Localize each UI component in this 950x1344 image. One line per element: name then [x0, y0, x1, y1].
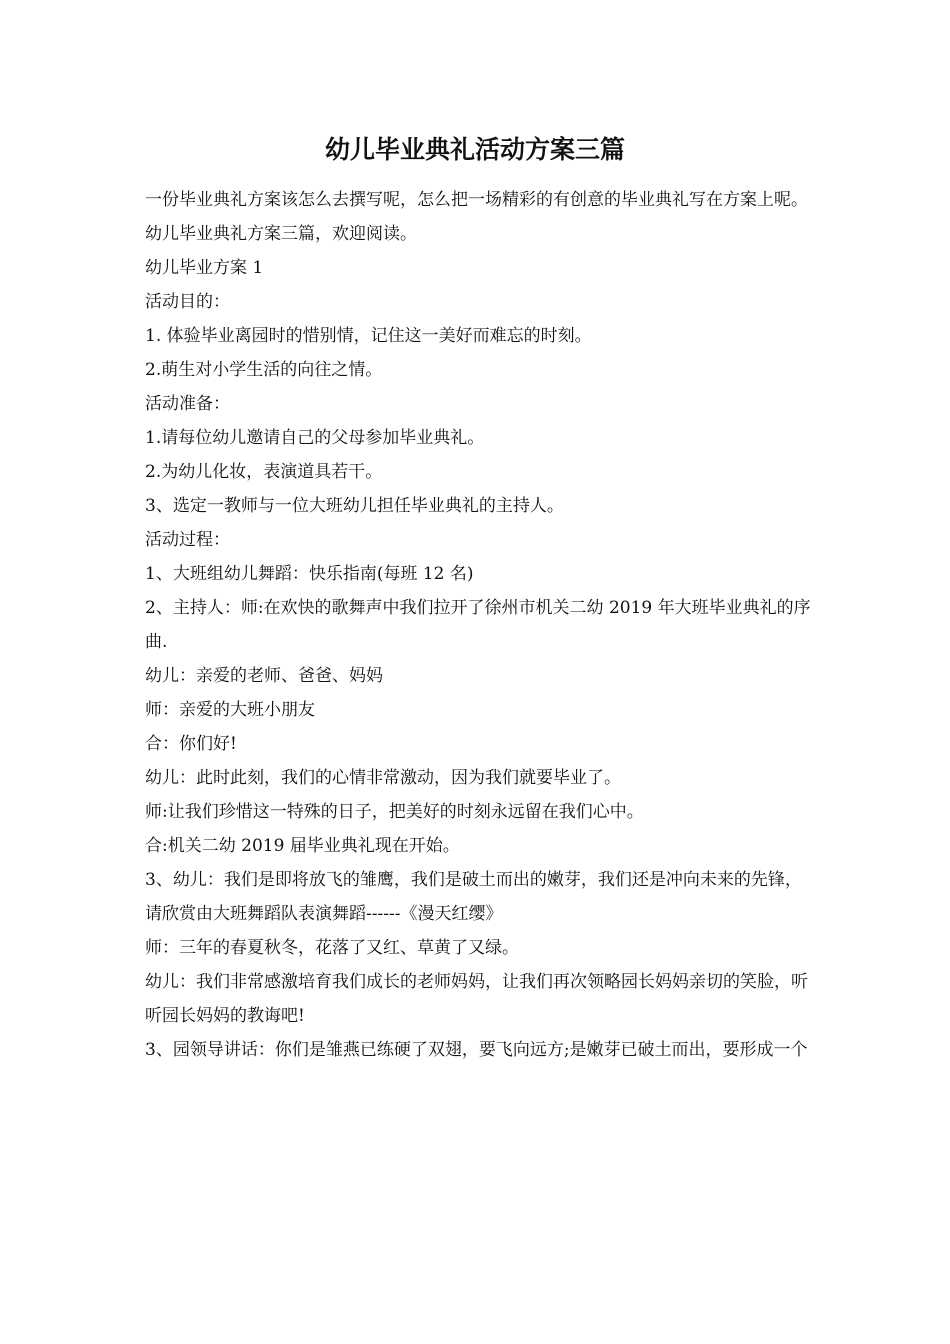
paragraph: 幼儿毕业方案 1 [145, 258, 264, 278]
paragraph: 活动目的： [145, 292, 230, 312]
paragraph: 活动准备： [145, 394, 230, 414]
paragraph: 一份毕业典礼方案该怎么去撰写呢，怎么把一场精彩的有创意的毕业典礼写在方案上呢。幼儿毕业典礼方案三篇，欢迎阅读。 [145, 190, 808, 244]
paragraph: 幼儿：亲爱的老师、爸爸、妈妈 [145, 666, 383, 686]
paragraph: 1.请每位幼儿邀请自己的父母参加毕业典礼。 [145, 428, 485, 448]
paragraph: 合：你们好! [145, 734, 237, 754]
paragraph: 师：亲爱的大班小朋友 [145, 700, 315, 720]
paragraph: 2.为幼儿化妆，表演道具若干。 [145, 462, 383, 482]
paragraph: 师:让我们珍惜这一特殊的日子，把美好的时刻永远留在我们心中。 [145, 802, 644, 822]
paragraph: 请欣赏由大班舞蹈队表演舞蹈------《漫天红缨》 [145, 904, 503, 924]
paragraph: 师：三年的春夏秋冬，花落了又红、草黄了又绿。 [145, 938, 519, 958]
paragraph: 3、幼儿：我们是即将放飞的雏鹰，我们是破土而出的嫩芽，我们还是冲向未来的先锋， [145, 870, 802, 890]
paragraph: 幼儿：此时此刻，我们的心情非常激动，因为我们就要毕业了。 [145, 768, 621, 788]
paragraph: 合:机关二幼 2019 届毕业典礼现在开始。 [145, 836, 460, 856]
paragraph: 活动过程： [145, 530, 230, 550]
paragraph: 2、主持人：师:在欢快的歌舞声中我们拉开了徐州市机关二幼 2019 年大班毕业典礼的序曲. [145, 598, 811, 652]
document-body [145, 183, 813, 1067]
paragraph: 2.萌生对小学生活的向往之情。 [145, 360, 383, 380]
paragraph: 1、大班组幼儿舞蹈：快乐指南(每班 12 名) [145, 564, 474, 584]
paragraph: 3、选定一教师与一位大班幼儿担任毕业典礼的主持人。 [145, 496, 564, 516]
paragraph: 3、园领导讲话：你们是雏燕已练硬了双翅，要飞向远方;是嫩芽已破土而出，要形成一个 [145, 1040, 808, 1060]
document-title: 幼儿毕业典礼活动方案三篇 [324, 135, 625, 164]
paragraph: 幼儿：我们非常感激培育我们成长的老师妈妈，让我们再次领略园长妈妈亲切的笑脸，听 [145, 972, 808, 992]
paragraph: 听园长妈妈的教诲吧! [145, 1006, 305, 1026]
paragraph: 1. 体验毕业离园时的惜别情，记住这一美好而难忘的时刻。 [145, 326, 592, 346]
